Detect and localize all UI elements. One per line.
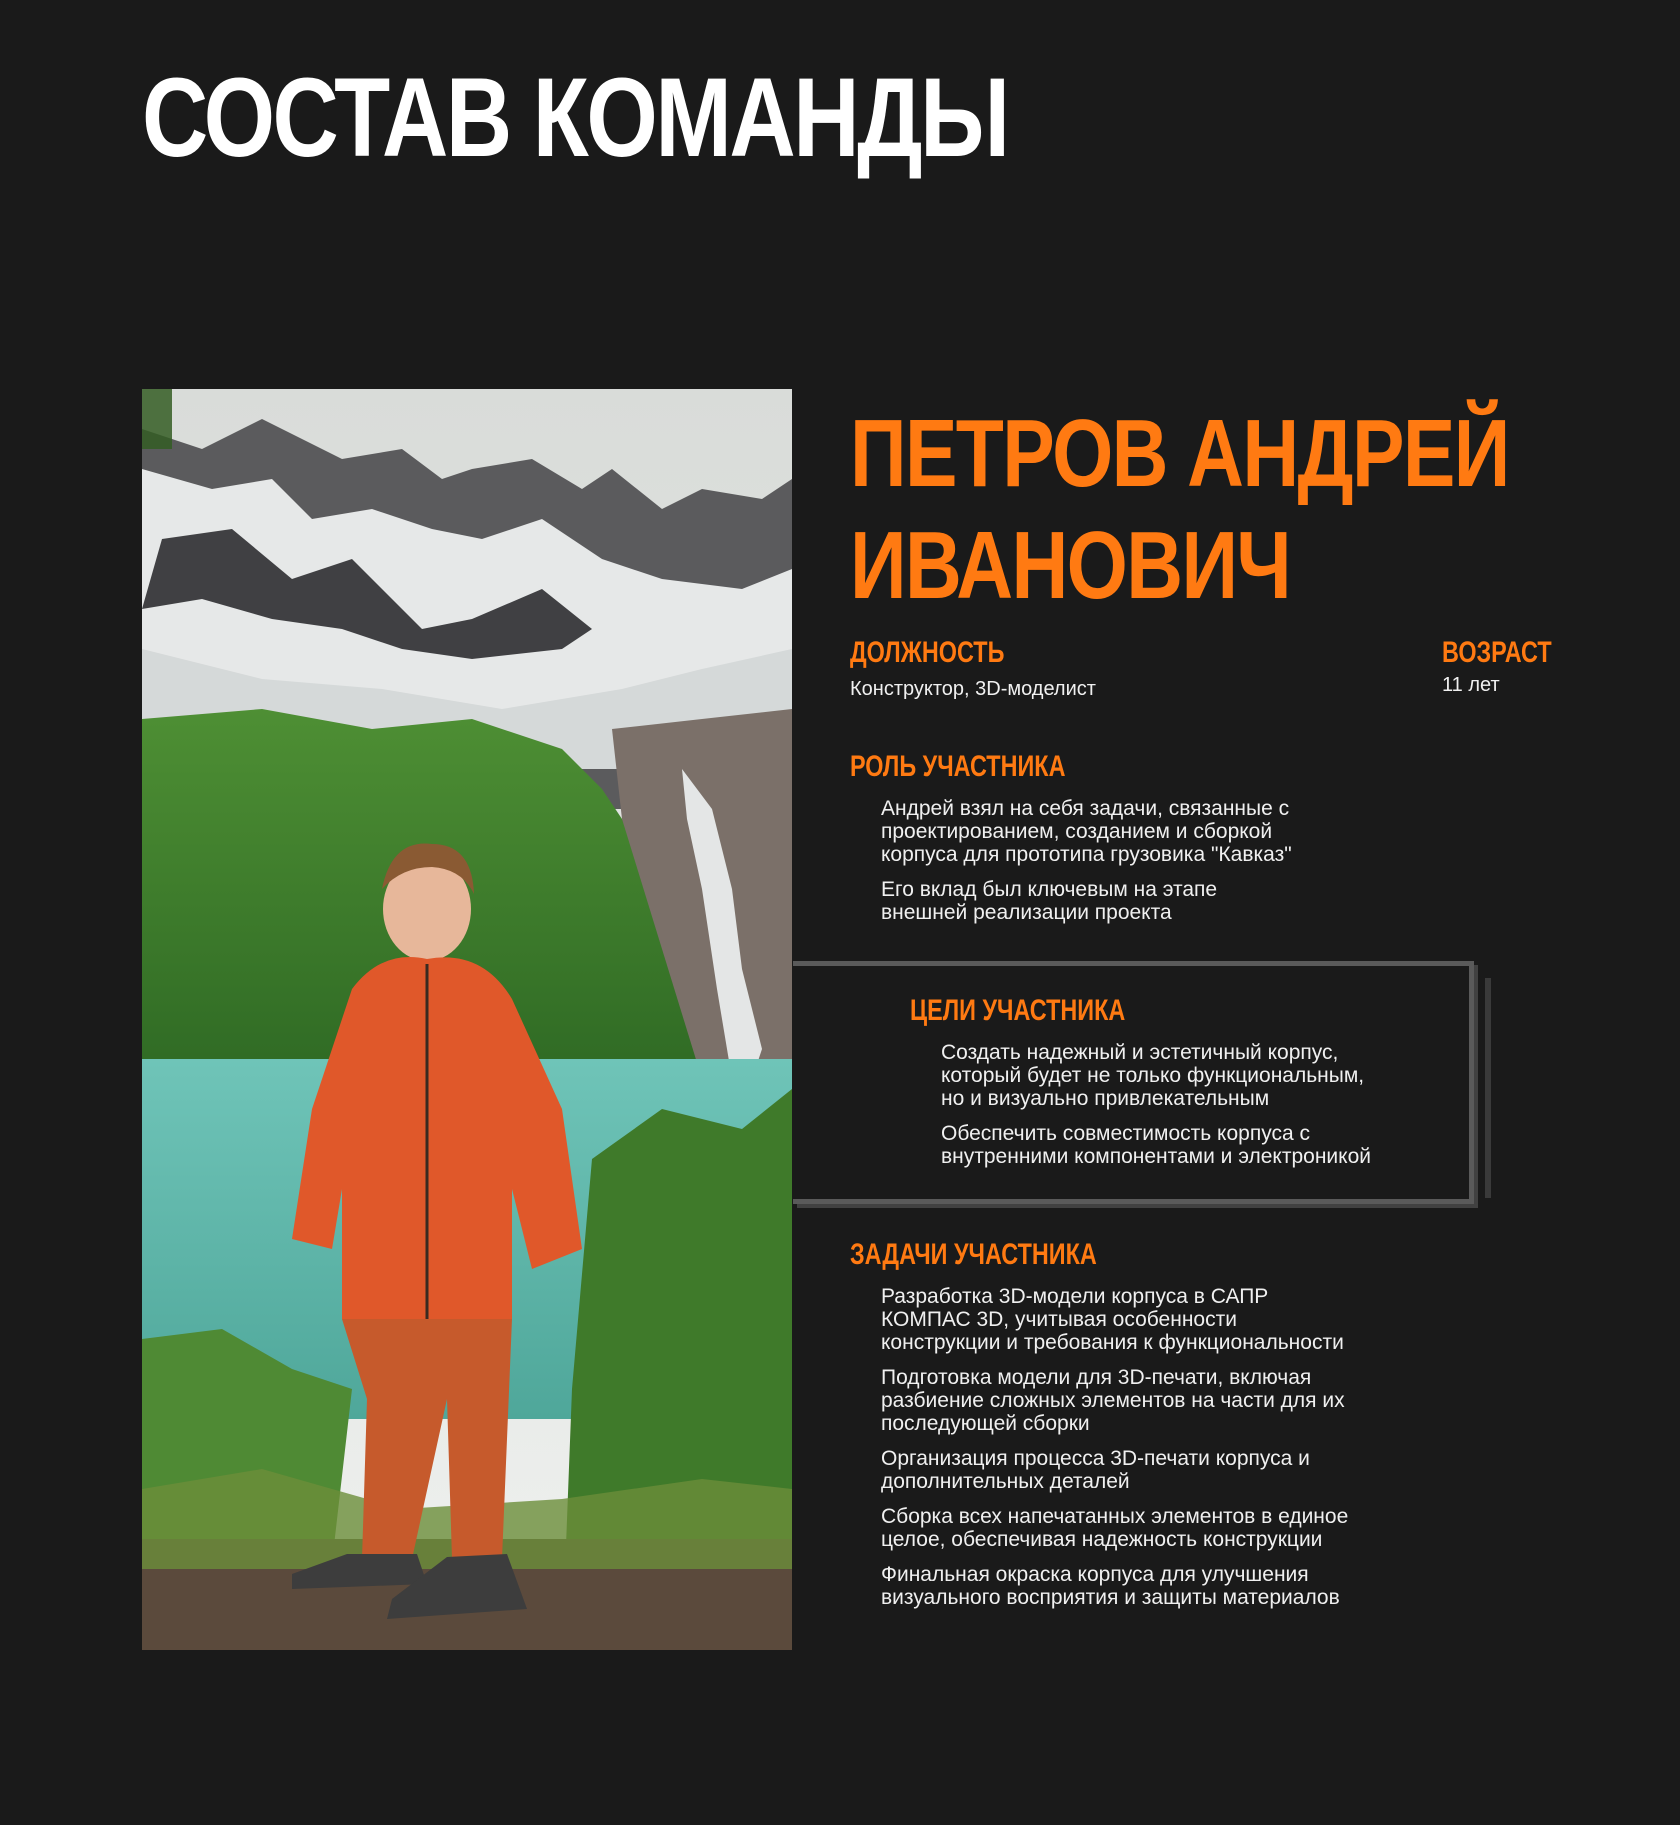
position-label: ДОЛЖНОСТЬ bbox=[850, 636, 1005, 669]
role-item: Его вклад был ключевым на этапе внешней реализации проекта bbox=[881, 878, 1218, 924]
position-value: Конструктор, 3D-моделист bbox=[850, 678, 1096, 700]
age-label: ВОЗРАСТ bbox=[1442, 636, 1552, 669]
tasks-item: Разработка 3D-модели корпуса в САПР КОМПАС 3D, учитывая особенности конструкции и требования к функциональности bbox=[881, 1285, 1344, 1354]
goals-item: Создать надежный и эстетичный корпус, который будет не только функциональным, но и визуально привлекательным bbox=[941, 1041, 1365, 1110]
goals-list bbox=[941, 1041, 1371, 1180]
tasks-label: ЗАДАЧИ УЧАСТНИКА bbox=[850, 1238, 1097, 1271]
role-list bbox=[881, 797, 1292, 936]
member-name-line1: ПЕТРОВ АНДРЕЙ bbox=[850, 400, 1509, 507]
age-value: 11 лет bbox=[1442, 674, 1500, 696]
tasks-item: Организация процесса 3D-печати корпуса и дополнительных деталей bbox=[881, 1447, 1310, 1493]
page-title: СОСТАВ КОМАНДЫ bbox=[142, 55, 1008, 180]
tasks-item: Подготовка модели для 3D-печати, включая разбиение сложных элементов на части для их последующей сборки bbox=[881, 1366, 1345, 1435]
role-item: Андрей взял на себя задачи, связанные с проектированием, созданием и сборкой корпуса для прототипа грузовика "Кавказ" bbox=[881, 797, 1292, 866]
goals-item: Обеспечить совместимость корпуса с внутренними компонентами и электроникой bbox=[941, 1122, 1371, 1168]
member-name-line2: ИВАНОВИЧ bbox=[850, 512, 1291, 619]
tasks-item: Сборка всех напечатанных элементов в единое целое, обеспечивая надежность конструкции bbox=[881, 1505, 1349, 1551]
tasks-item: Финальная окраска корпуса для улучшения визуального восприятия и защиты материалов bbox=[881, 1563, 1340, 1609]
role-label: РОЛЬ УЧАСТНИКА bbox=[850, 750, 1066, 783]
goals-label: ЦЕЛИ УЧАСТНИКА bbox=[910, 994, 1126, 1027]
member-photo bbox=[142, 389, 792, 1650]
member-name bbox=[850, 398, 1509, 622]
tasks-list bbox=[881, 1285, 1348, 1621]
